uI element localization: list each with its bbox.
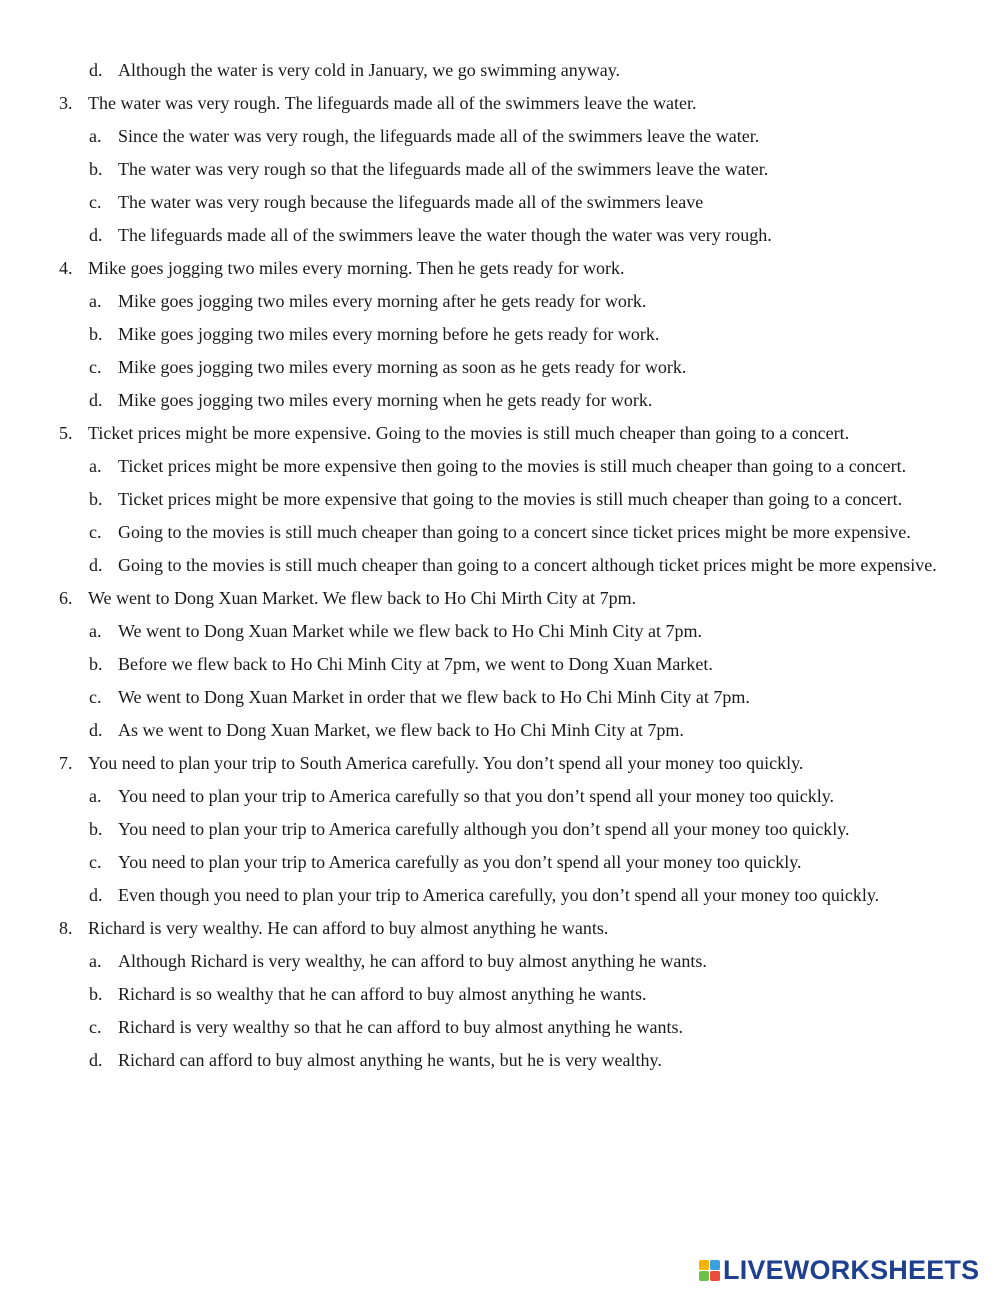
question-item: [0, 915, 1000, 942]
option-text: The water was very rough because the lifeguards made all of the swimmers leave: [118, 192, 704, 212]
option-text: Ticket prices might be more expensive that going to the movies is still much cheaper than going to a concert.: [118, 489, 903, 509]
answer-option[interactable]: [0, 882, 1000, 909]
question-item: [0, 750, 1000, 777]
option-text: Before we flew back to Ho Chi Minh City at 7pm, we went to Dong Xuan Market.: [118, 654, 713, 674]
option-text: Richard is very wealthy so that he can afford to buy almost anything he wants.: [118, 1017, 684, 1037]
answer-option[interactable]: [0, 288, 1000, 315]
question-text: You need to plan your trip to South America carefully. You don’t spend all your money too quickly.: [88, 753, 804, 773]
answer-option[interactable]: [0, 651, 1000, 678]
option-text: We went to Dong Xuan Market in order that we flew back to Ho Chi Minh City at 7pm.: [118, 687, 750, 707]
option-letter: c.: [89, 357, 102, 377]
logo-grid-icon: [699, 1260, 720, 1281]
option-letter: d.: [89, 885, 103, 905]
option-text: The lifeguards made all of the swimmers leave the water though the water was very rough.: [118, 225, 772, 245]
answer-option[interactable]: [0, 717, 1000, 744]
option-text: Although the water is very cold in January, we go swimming anyway.: [118, 60, 621, 80]
answer-option[interactable]: [0, 189, 1000, 216]
option-text: You need to plan your trip to America carefully so that you don’t spend all your money too quickly.: [118, 786, 835, 806]
question-number: 5.: [59, 423, 73, 443]
option-letter: d.: [89, 720, 103, 740]
worksheet-content: [0, 57, 1000, 1080]
logo-square: [699, 1271, 709, 1281]
question-text: We went to Dong Xuan Market. We flew back to Ho Chi Mirth City at 7pm.: [88, 588, 637, 608]
question-item: [0, 90, 1000, 117]
option-text: Even though you need to plan your trip to America carefully, you don’t spend all your money too quickly.: [118, 885, 880, 905]
option-letter: b.: [89, 324, 103, 344]
option-letter: c.: [89, 522, 102, 542]
option-text: Richard can afford to buy almost anything he wants, but he is very wealthy.: [118, 1050, 662, 1070]
answer-option[interactable]: [0, 519, 1000, 546]
logo-square: [699, 1260, 709, 1270]
answer-option[interactable]: [0, 387, 1000, 414]
option-letter: a.: [89, 621, 102, 641]
option-text: Since the water was very rough, the lifeguards made all of the swimmers leave the water.: [118, 126, 760, 146]
question-number: 3.: [59, 93, 73, 113]
question-number: 7.: [59, 753, 73, 773]
option-letter: b.: [89, 654, 103, 674]
option-letter: d.: [89, 555, 103, 575]
option-letter: c.: [89, 852, 102, 872]
answer-option[interactable]: [0, 321, 1000, 348]
question-text: The water was very rough. The lifeguards made all of the swimmers leave the water.: [88, 93, 697, 113]
option-text: Ticket prices might be more expensive then going to the movies is still much cheaper than going to a concert.: [118, 456, 907, 476]
answer-option[interactable]: [0, 156, 1000, 183]
answer-option[interactable]: [0, 618, 1000, 645]
option-text: Going to the movies is still much cheaper than going to a concert since ticket prices might be more expensive.: [118, 522, 911, 542]
option-letter: d.: [89, 1050, 103, 1070]
answer-option[interactable]: [0, 1014, 1000, 1041]
option-letter: d.: [89, 390, 103, 410]
answer-option[interactable]: [0, 816, 1000, 843]
answer-option[interactable]: [0, 453, 1000, 480]
question-text: Richard is very wealthy. He can afford to buy almost anything he wants.: [88, 918, 609, 938]
option-letter: a.: [89, 786, 102, 806]
question-item: [0, 255, 1000, 282]
logo-square: [710, 1271, 720, 1281]
question-number: 6.: [59, 588, 73, 608]
option-text: You need to plan your trip to America carefully although you don’t spend all your money too quickly.: [118, 819, 850, 839]
answer-option[interactable]: [0, 552, 1000, 579]
option-letter: b.: [89, 159, 103, 179]
question-item: [0, 585, 1000, 612]
option-letter: a.: [89, 126, 102, 146]
answer-option[interactable]: [0, 123, 1000, 150]
logo-text: LIVEWORKSHEETS: [723, 1255, 980, 1285]
answer-option[interactable]: [0, 57, 1000, 84]
option-letter: c.: [89, 192, 102, 212]
option-text: Mike goes jogging two miles every morning after he gets ready for work.: [118, 291, 647, 311]
answer-option[interactable]: [0, 981, 1000, 1008]
answer-option[interactable]: [0, 354, 1000, 381]
answer-option[interactable]: [0, 783, 1000, 810]
question-item: [0, 420, 1000, 447]
option-letter: c.: [89, 1017, 102, 1037]
answer-option[interactable]: [0, 849, 1000, 876]
option-letter: a.: [89, 456, 102, 476]
answer-option[interactable]: [0, 222, 1000, 249]
option-letter: a.: [89, 291, 102, 311]
answer-option[interactable]: [0, 948, 1000, 975]
answer-option[interactable]: [0, 486, 1000, 513]
option-text: You need to plan your trip to America carefully as you don’t spend all your money too quickly.: [118, 852, 802, 872]
option-text: Mike goes jogging two miles every morning as soon as he gets ready for work.: [118, 357, 687, 377]
answer-option[interactable]: [0, 1047, 1000, 1074]
question-number: 4.: [59, 258, 73, 278]
answer-option[interactable]: [0, 684, 1000, 711]
option-letter: b.: [89, 819, 103, 839]
question-text: Ticket prices might be more expensive. Going to the movies is still much cheaper than going to a concert.: [88, 423, 850, 443]
option-letter: b.: [89, 984, 103, 1004]
liveworksheets-logo: [699, 1255, 979, 1286]
option-letter: c.: [89, 687, 102, 707]
option-text: We went to Dong Xuan Market while we flew back to Ho Chi Minh City at 7pm.: [118, 621, 702, 641]
option-letter: a.: [89, 951, 102, 971]
option-text: Although Richard is very wealthy, he can afford to buy almost anything he wants.: [118, 951, 707, 971]
option-letter: d.: [89, 60, 103, 80]
option-text: As we went to Dong Xuan Market, we flew back to Ho Chi Minh City at 7pm.: [118, 720, 684, 740]
question-text: Mike goes jogging two miles every morning. Then he gets ready for work.: [88, 258, 625, 278]
logo-square: [710, 1260, 720, 1270]
option-text: Going to the movies is still much cheaper than going to a concert although ticket prices might be more expensive.: [118, 555, 937, 575]
option-letter: b.: [89, 489, 103, 509]
question-number: 8.: [59, 918, 73, 938]
option-text: The water was very rough so that the lifeguards made all of the swimmers leave the water.: [118, 159, 769, 179]
option-text: Richard is so wealthy that he can afford to buy almost anything he wants.: [118, 984, 647, 1004]
option-letter: d.: [89, 225, 103, 245]
option-text: Mike goes jogging two miles every morning when he gets ready for work.: [118, 390, 653, 410]
option-text: Mike goes jogging two miles every morning before he gets ready for work.: [118, 324, 660, 344]
